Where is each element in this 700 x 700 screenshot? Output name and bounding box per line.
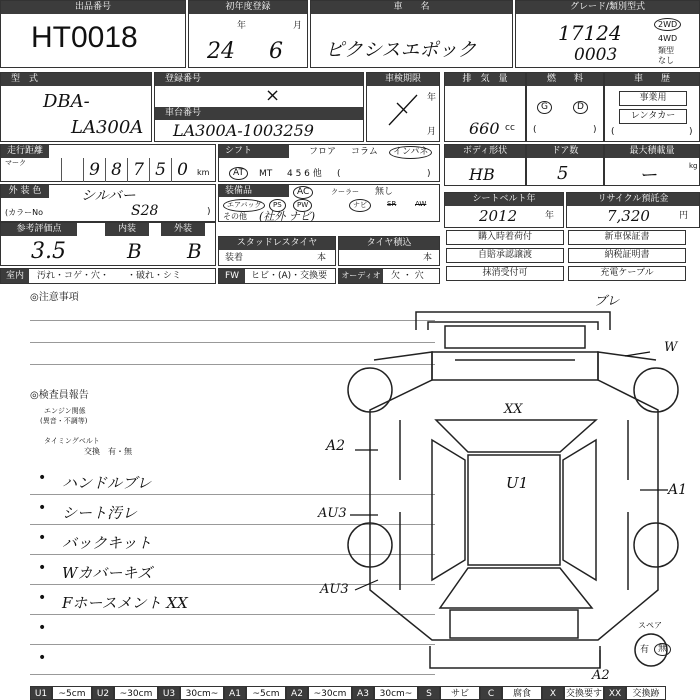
shift-inpane-circled: インパネ [389,146,432,159]
fuel-d [573,101,588,114]
spare-yes: 有 [640,645,650,655]
body-shape-box [444,144,526,186]
remark-text: シート汚レ [62,504,138,522]
recycle-header: リサイクル預託金 [567,193,699,206]
remark-text: ハンドルブレ [62,474,152,492]
recycle-box [566,192,700,228]
fuel-paren-left: ( [533,125,537,135]
seatbelt-box [444,192,564,228]
lot-number-header: 出品番号 [1,1,185,14]
model-type-line2: LA300A [71,117,144,138]
notes-line-2 [30,342,435,343]
chassis-header: 車台番号 [155,107,363,120]
mileage-digit: 0 [171,158,193,182]
equip-sr: SR [387,200,397,208]
audio-box [338,268,440,284]
legend-code: U1 [30,686,52,700]
legend-code: S [418,686,440,700]
diagram-a1-right: A1 [668,482,688,498]
inspection-box [366,72,440,142]
history-paren-right: ) [689,127,693,137]
shift-opt-column: コラム [351,147,378,157]
equip-ps-circled: PS [269,199,286,212]
first-reg-year: 24 [207,39,235,64]
mileage-header: 走行距離 [1,145,49,158]
shift-opt-floor: フロア [309,147,337,157]
mileage-box [0,144,216,182]
car-name-header: 車 名 [311,1,512,14]
shift-mt: MT [259,169,273,179]
remark-line [30,674,435,675]
spare-no-circled: 無 [654,643,671,656]
history-opt-business: 事業用 [619,91,687,106]
mileage-unit: km [197,168,210,177]
legend-text: ~5cm [246,686,286,700]
displacement-header: 排 気 量 [445,73,525,86]
remark-line [30,554,435,555]
equip-aw: AW [415,200,427,208]
mileage-sub: マーク [5,159,26,167]
model-type-box [0,72,152,142]
fuel-d-circled: D [573,101,588,114]
report-title: ◎検査員報告 [30,390,89,401]
fuel-g [537,101,552,114]
equip-nav-circled: ナビ [349,199,371,212]
none-label: なし [658,56,674,65]
body-shape-header: ボディ形状 [445,145,525,158]
seatbelt-unit: 年 [545,211,555,221]
remark-text: Wカバーキズ [62,564,153,582]
displacement-unit: cc [505,123,515,133]
documents-grid [444,230,700,282]
equip-pw-circled: PW [293,199,312,212]
mileage-digit [61,158,83,182]
equipment-header: 装備品 [219,185,289,197]
doors-box [526,144,604,186]
displacement-value: 660 [469,119,500,138]
tire-load-header: タイヤ積込 [339,237,439,250]
registration-value: × [265,85,281,106]
remark-bullet: • [38,530,47,546]
exterior-header: 外装 [161,223,205,236]
score-header: 参考評価点 [1,223,77,236]
inspection-year-label: 年 [427,93,437,103]
color-value: シルバー [81,188,136,204]
report-engine: エンジン関係 [44,407,86,415]
equip-other-value: (社外 ナビ) [259,210,316,223]
car-name-box [310,0,513,68]
fuel-paren-right: ) [593,125,597,135]
displacement-box [444,72,526,142]
year-label: 年 [237,21,247,31]
doc-delivery: 購入時着荷付 [446,230,564,245]
diagram-au3-lower: AU3 [320,582,349,597]
legend-text: 腐食 [502,686,542,700]
spare-no [654,643,671,656]
doors-header: ドア数 [527,145,603,158]
score-value: 3.5 [31,239,66,264]
equip-cooler: クーラー [331,188,359,196]
type-label: 類型 [658,46,674,55]
equip-ac [293,186,313,199]
audio-label: オーディオ [339,269,383,283]
doc-charge-cable: 充電ケーブル [568,266,686,281]
mileage-digit: 9 [83,158,105,182]
capacity-value: ー [639,165,657,186]
model-type-line1: DBA- [43,91,90,112]
diagram-au3-upper: AU3 [318,506,347,521]
remark-bullet: • [38,590,47,606]
fuel-header: 燃 料 [527,73,603,86]
shift-speeds: 4 5 6 他 [287,169,322,179]
history-box [604,72,700,142]
room-label: 室内 [1,269,29,283]
remark-bullet: • [38,500,47,516]
doc-cancel: 抹消受付可 [446,266,564,281]
equipment-box [218,184,440,222]
remark-bullet: • [38,560,47,576]
report-engine-sub: (異音・不調等) [40,417,88,425]
legend-code: X [542,686,564,700]
body-shape-value: HB [469,165,495,184]
legend-text: 30cm~ [374,686,418,700]
mileage-digit: 7 [127,158,149,182]
room-options: 汚れ・コゲ・穴・ ・破れ・シミ [37,271,182,281]
drive-2wd-circled: 2WD [654,18,681,31]
grade-box [515,0,700,68]
equip-nav [349,199,371,212]
legend-code: XX [604,686,626,700]
doc-warranty: 新車保証書 [568,230,686,245]
doc-tax: 納税証明書 [568,248,686,263]
remark-text: Fホースメント XX [62,594,188,612]
recycle-value: 7,320 [607,207,650,225]
history-opt-rental: レンタカー [619,109,687,124]
tire-load-box [338,236,440,266]
first-registration-box [188,0,308,68]
chassis-value: LA300A-1003259 [173,121,314,140]
exterior-value: B [187,239,202,263]
shift-paren-left: ( [337,169,341,179]
remark-line [30,524,435,525]
fuel-g-circled: G [537,101,552,114]
doc-transfer: 自賠承認譲渡 [446,248,564,263]
capacity-box [604,144,700,186]
spare-label: スペア [638,621,662,630]
shift-opt-inpane [389,146,432,159]
legend-text: 30cm~ [180,686,224,700]
first-registration-header: 初年度登録 [189,1,307,14]
legend-code: A3 [352,686,374,700]
remark-line [30,614,435,615]
history-header: 車 歴 [605,73,699,86]
car-name-value: ピクシスエポック [325,39,477,61]
interior-value: B [127,239,142,263]
diagram-w-note: W [664,340,678,355]
month-label: 月 [293,21,303,31]
color-code: S28 [131,203,159,219]
tire-load-unit: 本 [423,253,433,263]
equip-airbag-circled: エアバッグ [223,199,265,212]
grade-header: グレード/類別型式 [516,1,699,14]
fuel-box [526,72,604,142]
legend-code: U3 [158,686,180,700]
lot-number-value: HT0018 [31,21,138,54]
first-reg-month: 6 [269,39,283,64]
score-box [0,222,216,266]
legend-text: ~30cm [308,686,352,700]
recycle-unit: 円 [679,211,689,221]
grade-top: 17124 [558,21,622,45]
seatbelt-value: 2012 [479,207,518,225]
diagram-top-note: ブレ [594,294,620,309]
diagram-xx-note: XX [504,402,523,417]
legend-text: ~30cm [114,686,158,700]
remark-line [30,644,435,645]
room-box [0,268,216,284]
legend-code: C [480,686,502,700]
capacity-header: 最大積載量 [605,145,699,158]
doors-value: 5 [557,163,569,184]
mileage-digit: 5 [149,158,171,182]
inspection-month-label: 月 [427,127,437,137]
model-type-header: 型 式 [1,73,151,86]
remark-bullet: • [38,620,47,636]
equip-none: 無し [375,187,394,197]
studless-unit: 本 [317,253,327,263]
remark-bullet: • [38,650,47,666]
fw-label: FW [219,269,245,283]
history-paren-left: ( [611,127,615,137]
seatbelt-header: シートベルト年 [445,193,563,206]
studless-box [218,236,336,266]
interior-header: 内装 [105,223,149,236]
shift-at [229,167,248,180]
notes-line-1 [30,320,435,321]
drive-2wd [654,18,681,31]
registration-box [154,72,364,142]
notes-title: ◎注意事項 [30,292,79,303]
legend-code: U2 [92,686,114,700]
inspection-cross-mark [367,73,441,143]
capacity-unit: kg [689,162,698,170]
equip-ac-circled: AC [293,186,313,199]
mileage-digit: 8 [105,158,127,182]
color-header: 外 装 色 [1,185,49,198]
report-timing: タイミングベルト [44,437,100,445]
remark-line [30,494,435,495]
legend-text: 交換跡 [626,686,666,700]
remark-text: バックキット [62,534,152,552]
diagram-a2-bottom: A2 [592,668,610,683]
lot-number-box [0,0,186,68]
fw-options: ヒビ・(A)・交換要 [251,271,328,281]
legend-code: A2 [286,686,308,700]
legend-code: A1 [224,686,246,700]
notes-line-3 [30,364,435,365]
legend-text: 交換要す [564,686,604,700]
shift-at-circled: AT [229,167,248,180]
shift-paren-right: ) [427,169,431,179]
registration-header: 登録番号 [155,73,363,86]
color-close: ) [207,207,211,217]
shift-box [218,144,440,182]
grade-bottom: 0003 [574,45,618,65]
fw-box [218,268,336,284]
audio-options: 欠 ・ 穴 [391,271,424,281]
color-sub: (カラーNo [5,208,43,217]
studless-label: 装着 [225,253,244,263]
shift-header: シフト [219,145,289,158]
studless-header: スタッドレスタイヤ [219,237,335,250]
remark-bullet: • [38,470,47,486]
diagram-a2-left: A2 [326,438,346,454]
legend-text: サビ [440,686,480,700]
equip-other-label: その他 [223,212,247,221]
diagram-u1-note: U1 [506,474,529,492]
drive-4wd: 4WD [658,34,678,43]
remark-line [30,584,435,585]
color-box [0,184,216,222]
inspection-header: 車検期限 [367,73,439,86]
legend-text: ~5cm [52,686,92,700]
report-timing-sub: 交換 有・無 [84,447,132,456]
